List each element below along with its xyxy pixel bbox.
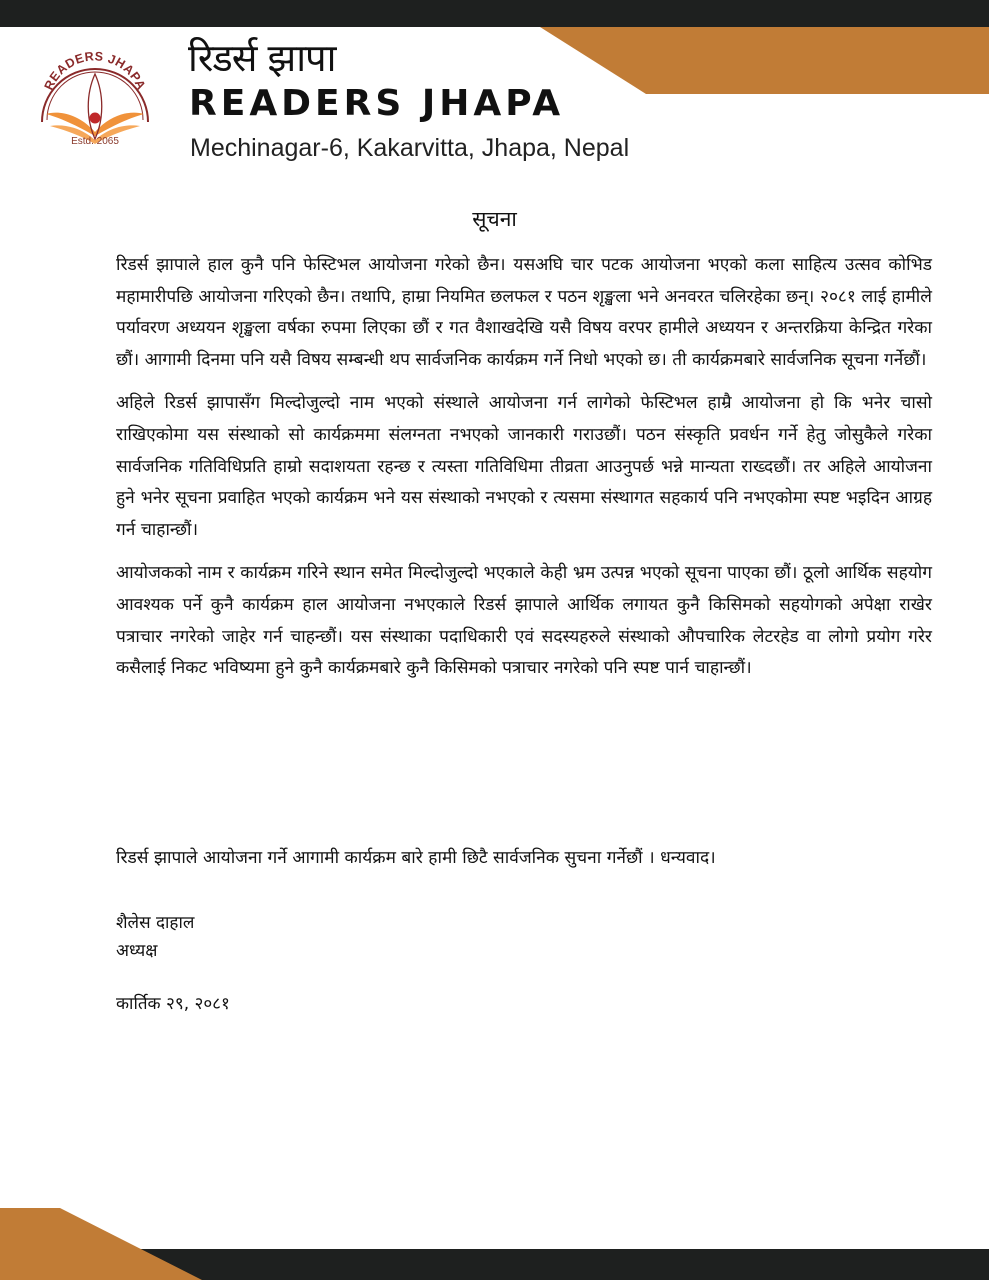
header-dark-bar xyxy=(0,0,989,27)
signatory-name: शैलेस दाहाल xyxy=(116,913,195,933)
notice-closing: रिडर्स झापाले आयोजना गर्ने आगामी कार्यक्रम बारे हामी छिटै सार्वजनिक सुचना गर्नेछौं । धन्यवाद। xyxy=(116,848,716,868)
logo-established-year: Estd. 2065 xyxy=(71,136,119,147)
notice-body xyxy=(116,250,932,697)
notice-title: सूचना xyxy=(472,207,517,231)
footer-accent-shape xyxy=(0,1205,989,1280)
organization-logo xyxy=(34,44,156,160)
organization-name-nepali: रिडर्स झापा xyxy=(188,36,336,80)
notice-paragraph: आयोजकको नाम र कार्यक्रम गरिने स्थान समेत मिल्दोजुल्दो भएकाले केही भ्रम उत्पन्न भएको सूचना पाएका छौं। ठूलो आर्थिक सहयोग आवश्यक पर्ने कुनै कार्यक्रम हाल आयोजना नभएकाले रिडर्स झापाले आर्थिक लगायत कुनै किसिमको सहयोगको अपेक्षा राखेर पत्राचार नगरेको जाहेर गर्न चाहन्छौं। यस संस्थाका पदाधिकारी एवं सदस्यहरुले संस्थाको औपचारिक लेटरहेड वा लोगो प्रयोग गरेर कसैलाई निकट भविष्यमा हुने कुनै कार्यक्रमबारे कुनै किसिमको पत्राचार नगरेको पनि स्पष्ट पार्न चाहान्छौं। xyxy=(116,563,932,679)
notice-paragraph: अहिले रिडर्स झापासँग मिल्दोजुल्दो नाम भएको संस्थाले आयोजना गर्न लागेको फेस्टिभल हाम्रै आयोजना हो कि भनेर चासो राखिएकोमा यस संस्थाको सो कार्यक्रममा संलग्नता नभएको जानकारी गराउछौं। पठन संस्कृति प्रवर्धन गर्ने हेतु जोसुकैले गरेका सार्वजनिक गतिविधिप्रति हाम्रो सदाशयता रहन्छ र त्यस्ता गतिविधिमा तीव्रता आउनुपर्छ भन्ने मान्यता राख्दछौं। तर अहिले आयोजना हुने भनेर सूचना प्रवाहित भएको कार्यक्रम भने यस संस्थाको नभएको र त्यसमा संस्थागत सहकार्य पनि नभएकोमा स्पष्ट भइदिन आग्रह गर्न चाहान्छौं। xyxy=(116,393,932,540)
signatory-title: अध्यक्ष xyxy=(116,941,158,961)
header-orange-trapezoid xyxy=(540,27,989,94)
notice-date: कार्तिक २९, २०८१ xyxy=(116,994,230,1014)
logo-ring-text: READERS JHAPA xyxy=(41,49,149,93)
footer-orange-trapezoid xyxy=(0,1208,202,1280)
organization-address: Mechinagar-6, Kakarvitta, Jhapa, Nepal xyxy=(190,134,630,162)
organization-name-english: READERS JHAPA xyxy=(189,83,565,124)
footer-dark-bar xyxy=(130,1249,989,1280)
notice-paragraph: रिडर्स झापाले हाल कुनै पनि फेस्टिभल आयोजना गरेको छैन। यसअघि चार पटक आयोजना भएको कला साहित्य उत्सव कोभिड महामारीपछि आयोजना गरिएको छैन। तथापि, हाम्रा नियमित छलफल र पठन श‍ृङ्खला भने अनवरत चलिरहेका छन्। २०८१ लाई हामीले पर्यावरण अध्ययन श‍ृङ्खला वर्षका रुपमा लिएका छौं र गत वैशाखदेखि यसै विषय वरपर हामीले अध्ययन र अन्तरक्रिया केन्द्रित गरेका छौं। आगामी दिनमा पनि यसै विषय सम्बन्धी थप सार्वजनिक कार्यक्रम गर्ने निधो भएको छ। ती कार्यक्रमबारे सार्वजनिक सूचना गर्नेछौं। xyxy=(116,255,932,370)
